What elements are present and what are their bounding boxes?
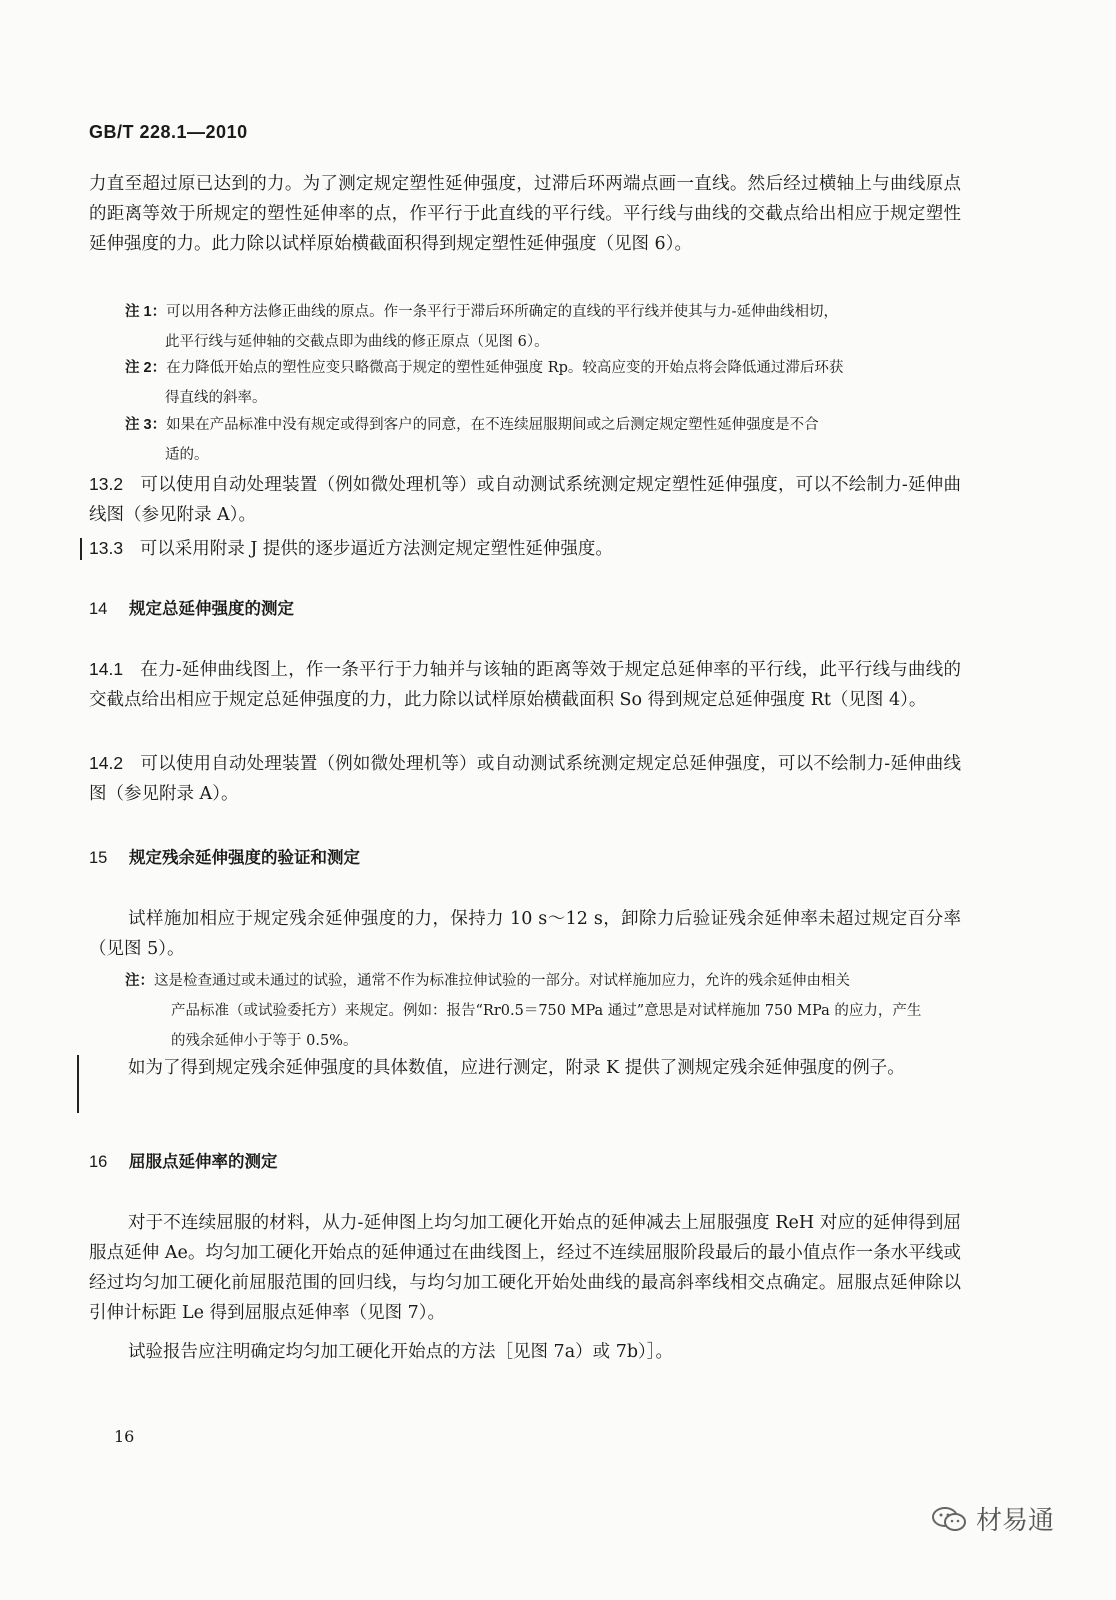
paragraph-13-3 [89, 533, 961, 564]
standard-code-header: GB/T 228.1—2010 [89, 122, 248, 142]
wechat-icon [930, 1504, 970, 1534]
page-number: 16 [114, 1427, 135, 1446]
note-1 [125, 297, 961, 357]
note-2-label: 注 2： [125, 360, 167, 376]
paragraph-16-1: 对于不连续屈服的材料，从力-延伸图上均匀加工硬化开始点的延伸减去上屈服强度 ReH 对应的延伸得到屈服点延伸 Ae。均匀加工硬化开始点的延伸通过在曲线图上，经过不连续屈服阶段最后的最小值点作一条水平线或经过均匀加工硬化前屈服范围的回归线，与均匀加工硬化开始处曲线的最高斜率线相交点确定。屈服点延伸除以引伸计标距 Le 得到屈服点延伸率（见图 7）。 [89, 1213, 961, 1323]
section-number-16: 16 [89, 1153, 108, 1171]
section-heading-16 [89, 1150, 278, 1174]
watermark-text: 材易通 [976, 1506, 1055, 1536]
clause-number-13-3: 13.3 [89, 538, 124, 558]
paragraph-16-2: 试验报告应注明确定均匀加工硬化开始点的方法［见图 7a）或 7b）］。 [128, 1342, 674, 1362]
paragraph-14-1 [89, 654, 961, 715]
note-3-label: 注 3： [125, 417, 167, 433]
note-2-line-1: 在力降低开始点的塑性应变只略微高于规定的塑性延伸强度 Rp。较高应变的开始点将会降低通过滞后环获 [166, 360, 844, 376]
note-3 [125, 410, 961, 470]
clause-number-14-1: 14.1 [89, 659, 124, 679]
paragraph-14-2 [89, 748, 961, 809]
section-title-16: 屈服点延伸率的测定 [129, 1153, 278, 1171]
change-bar [77, 1055, 79, 1113]
note-1-line-2: 此平行线与延伸轴的交截点即为曲线的修正原点（见图 6）。 [165, 334, 549, 350]
paragraph-13-3-text: 可以采用附录 J 提供的逐步逼近方法测定规定塑性延伸强度。 [139, 539, 613, 559]
section-heading-14 [89, 597, 294, 621]
note-15-line-1: 这是检查通过或未通过的试验，通常不作为标准拉伸试验的一部分。对试样施加应力，允许的残余延伸由相关 [154, 973, 850, 989]
paragraph-15-2: 如为了得到规定残余延伸强度的具体数值，应进行测定，附录 K 提供了测规定残余延伸强度的例子。 [128, 1058, 905, 1078]
note-3-line-1: 如果在产品标准中没有规定或得到客户的同意，在不连续屈服期间或之后测定规定塑性延伸强度是不合 [166, 417, 819, 433]
note-15-line-3: 的残余延伸小于等于 0.5%。 [171, 1033, 358, 1049]
section-title-15: 规定残余延伸强度的验证和测定 [129, 849, 360, 867]
note-15-line-2: 产品标准（或试验委托方）来规定。例如：报告“Rr0.5＝750 MPa 通过”意思是对试样施加 750 MPa 的应力，产生 [171, 1003, 922, 1019]
paragraph-13-1-continued: 力直至超过原已达到的力。为了测定规定塑性延伸强度，过滞后环两端点画一直线。然后经过横轴上与曲线原点的距离等效于所规定的塑性延伸率的点，作平行于此直线的平行线。平行线与曲线的交截点给出相应于规定塑性延伸强度的力。此力除以试样原始横截面积得到规定塑性延伸强度（见图 6）。 [89, 174, 961, 254]
note-3-line-2: 适的。 [165, 447, 209, 463]
note-1-label: 注 1： [125, 304, 167, 320]
section-number-14: 14 [89, 600, 108, 618]
note-2-line-2: 得直线的斜率。 [165, 390, 267, 406]
paragraph-14-1-text: 在力-延伸曲线图上，作一条平行于力轴并与该轴的距离等效于规定总延伸率的平行线，此平行线与曲线的交截点给出相应于规定总延伸强度的力，此力除以试样原始横截面积 So 得到规定总延伸强度 Rt（见图 4）。 [89, 660, 961, 710]
section-title-14: 规定总延伸强度的测定 [129, 600, 294, 618]
section-number-15: 15 [89, 849, 108, 867]
note-2 [125, 353, 961, 413]
watermark [930, 1500, 1054, 1537]
paragraph-13-2 [89, 469, 961, 530]
note-1-line-1: 可以用各种方法修正曲线的原点。作一条平行于滞后环所确定的直线的平行线并使其与力-延伸曲线相切， [166, 304, 838, 320]
note-15 [125, 966, 961, 1056]
paragraph-15-1: 试样施加相应于规定残余延伸强度的力，保持力 10 s～12 s，卸除力后验证残余延伸率未超过规定百分率（见图 5）。 [89, 909, 961, 959]
change-bar [80, 538, 82, 560]
clause-number-14-2: 14.2 [89, 753, 124, 773]
paragraph-14-2-text: 可以使用自动处理装置（例如微处理机等）或自动测试系统测定规定总延伸强度，可以不绘制力-延伸曲线图（参见附录 A）。 [89, 754, 961, 804]
paragraph-13-2-text: 可以使用自动处理装置（例如微处理机等）或自动测试系统测定规定塑性延伸强度，可以不绘制力-延伸曲线图（参见附录 A）。 [89, 475, 961, 525]
note-15-label: 注： [125, 973, 154, 989]
clause-number-13-2: 13.2 [89, 474, 124, 494]
section-heading-15 [89, 846, 360, 870]
